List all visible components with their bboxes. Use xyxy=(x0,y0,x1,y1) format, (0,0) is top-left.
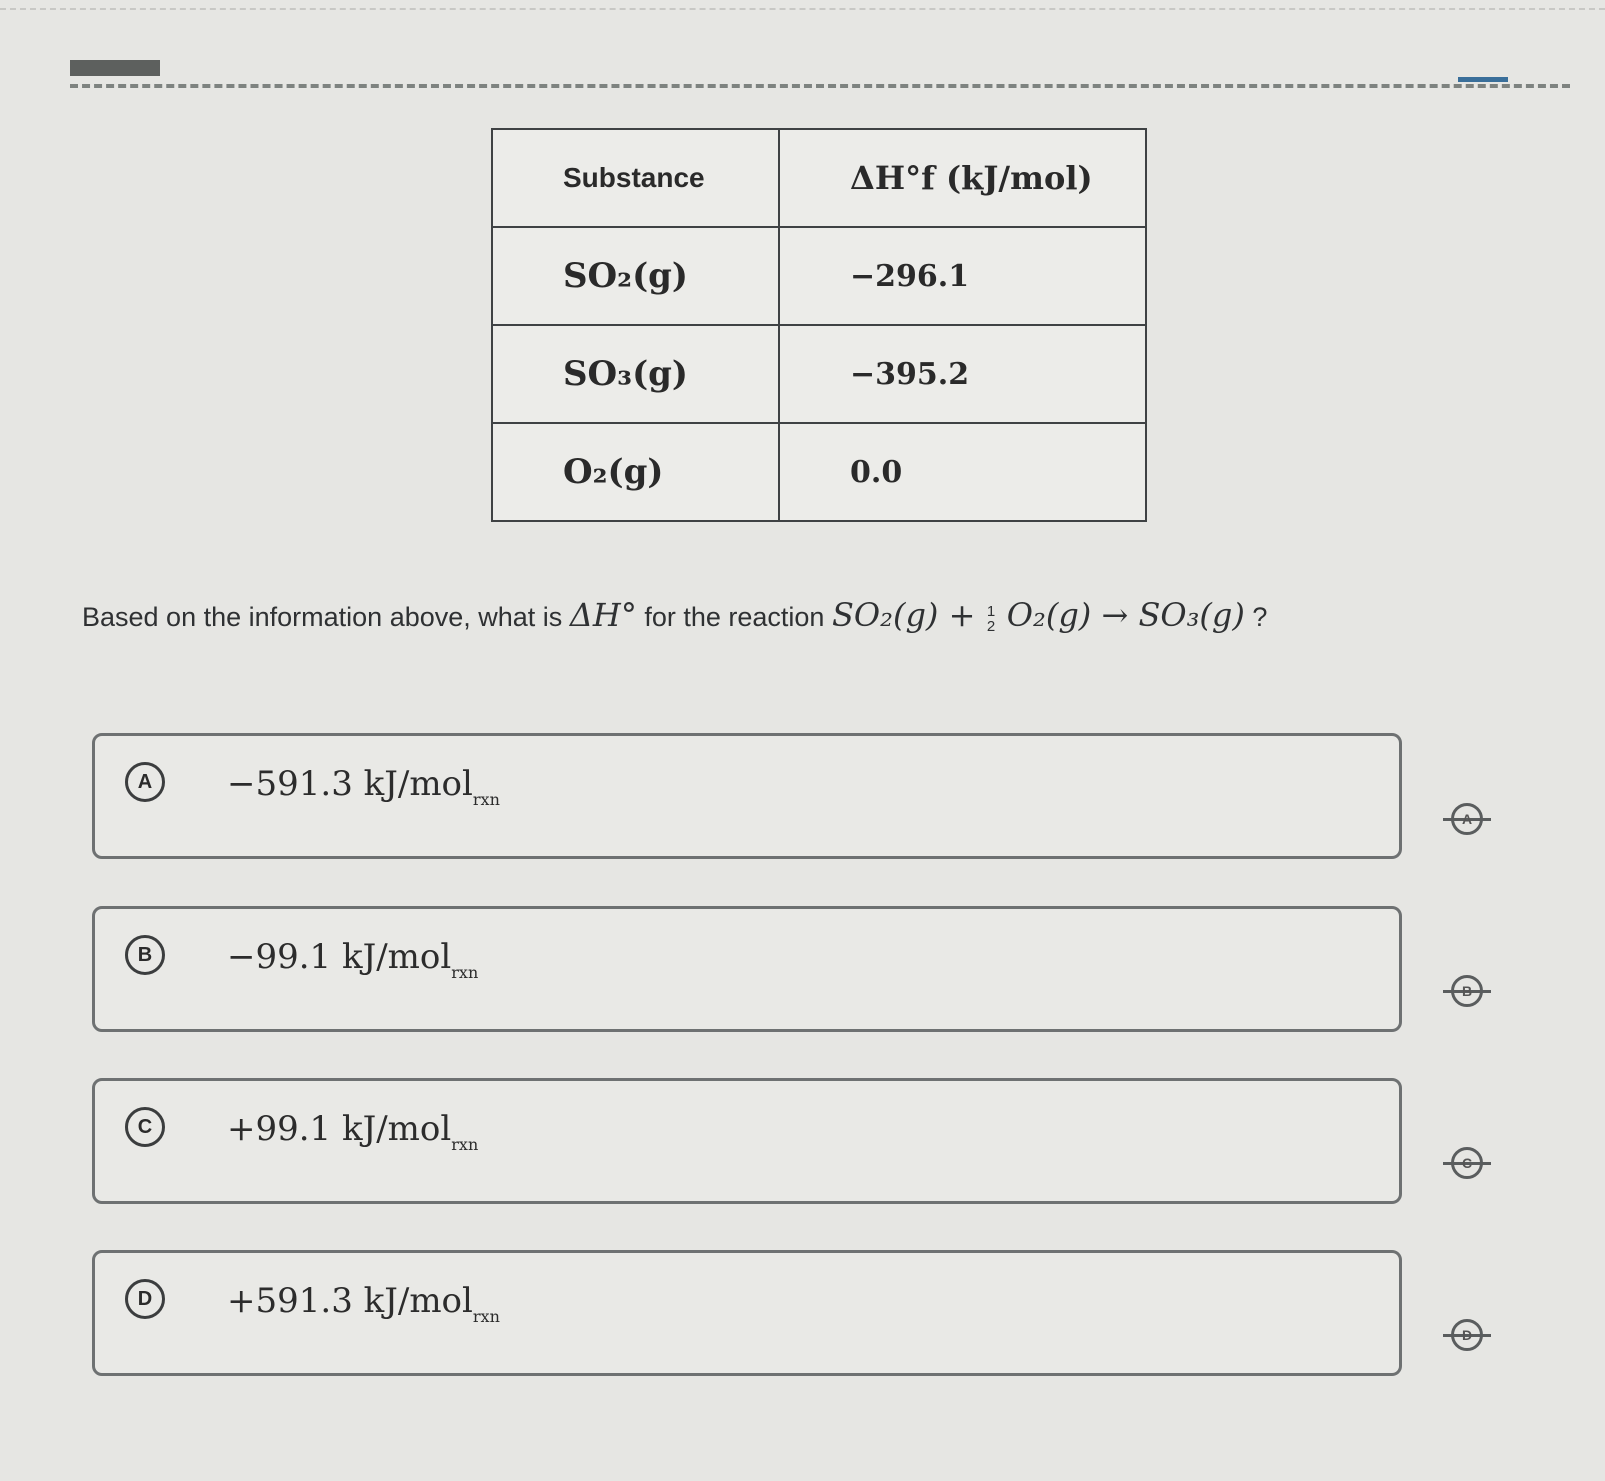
answer-option-c[interactable] xyxy=(92,1078,1402,1204)
reaction-reactant1: SO₂(g) + xyxy=(831,596,976,634)
table-header-substance: Substance xyxy=(492,129,779,227)
answer-option-b[interactable] xyxy=(92,906,1402,1032)
strikethrough-d-icon[interactable]: D xyxy=(1443,1319,1491,1353)
option-letter-b: B xyxy=(125,935,165,975)
fraction-numerator: 1 xyxy=(986,602,996,620)
table-row xyxy=(492,423,1146,521)
option-text-c: +99.1 kJ/mol$_{rxn}$ xyxy=(227,1109,479,1154)
answer-option-d[interactable] xyxy=(92,1250,1402,1376)
table-cell-value: 0.0 xyxy=(779,423,1146,521)
table-cell-substance: SO₂(g) xyxy=(492,227,779,325)
answer-option-a[interactable] xyxy=(92,733,1402,859)
question-delta-h: ΔH° xyxy=(569,596,637,634)
table-header-enthalpy: ΔH°f (kJ/mol) xyxy=(779,129,1146,227)
top-border-line xyxy=(0,8,1605,10)
header-divider xyxy=(70,84,1570,88)
question-middle: for the reaction xyxy=(644,602,825,632)
table-cell-substance: SO₃(g) xyxy=(492,325,779,423)
strikethrough-c-icon[interactable]: C xyxy=(1443,1147,1491,1181)
reaction-fraction xyxy=(987,604,995,634)
table-cell-value: −395.2 xyxy=(779,325,1146,423)
table-row xyxy=(492,227,1146,325)
toolbar-marker xyxy=(70,60,160,76)
question-prefix: Based on the information above, what is xyxy=(82,602,563,632)
table-row xyxy=(492,325,1146,423)
option-text-b: −99.1 kJ/mol$_{rxn}$ xyxy=(227,937,479,982)
reaction-reactant2: O₂(g) → SO₃(g) xyxy=(1006,596,1245,634)
table-header-row xyxy=(492,129,1146,227)
table-cell-value: −296.1 xyxy=(779,227,1146,325)
header-accent xyxy=(1458,77,1508,82)
option-letter-a: A xyxy=(125,762,165,802)
option-text-a: −591.3 kJ/mol$_{rxn}$ xyxy=(227,764,500,809)
question-text xyxy=(82,596,1562,634)
table-cell-substance: O₂(g) xyxy=(492,423,779,521)
strikethrough-a-icon[interactable]: A xyxy=(1443,803,1491,837)
enthalpy-table xyxy=(491,128,1147,522)
question-suffix: ? xyxy=(1252,602,1268,632)
fraction-denominator: 2 xyxy=(986,617,996,635)
option-letter-c: C xyxy=(125,1107,165,1147)
option-letter-d: D xyxy=(125,1279,165,1319)
strikethrough-b-icon[interactable]: B xyxy=(1443,975,1491,1009)
option-text-d: +591.3 kJ/mol$_{rxn}$ xyxy=(227,1281,500,1326)
